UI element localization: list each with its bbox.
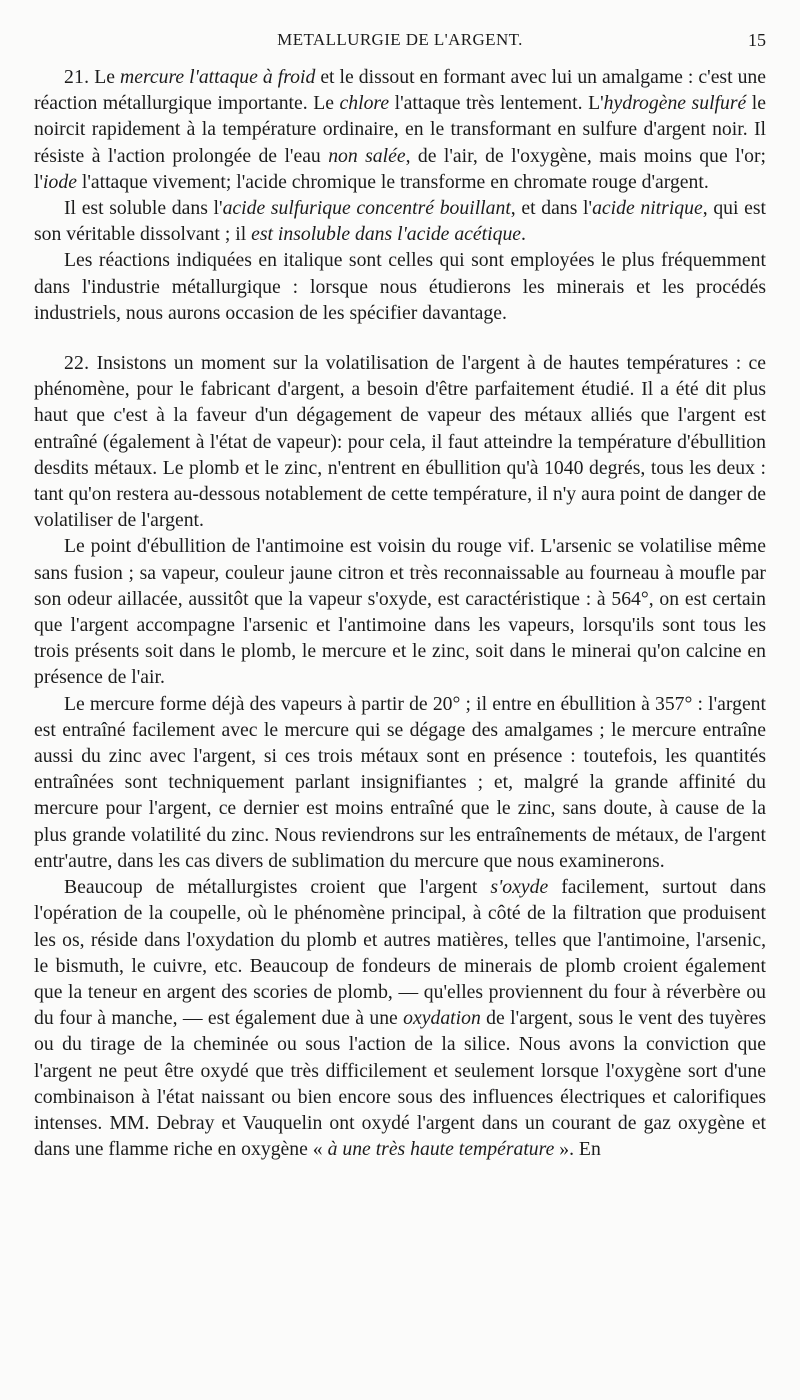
- text-run: ». En: [554, 1138, 601, 1161]
- text-run: l'attaque vivement; l'acide chromique le transforme en chromate rouge d'argent.: [76, 170, 709, 193]
- text-run: facilement, surtout dans l'opération de la coupelle, où le phénomène principal, à côté de la filtration que produisent les os, réside dans l'oxydation du plomb et autres matières, telles que l'antimoine, l'arsenic, le bismuth, le cuivre, etc. Beaucoup de fondeurs de minerais de plomb croient également que la teneur en argent des scories de plomb, — qu'elles proviennent du four à réverbère ou du four à manche, — est également due à une: [34, 876, 766, 1030]
- italic-run: à une très haute température: [327, 1138, 555, 1161]
- italic-run: s'oxyde: [490, 876, 549, 899]
- text-run: , qui est son véritable dissolvant ; il: [34, 197, 767, 246]
- italic-run: non salée: [328, 144, 406, 167]
- text-run: , de l'air, de l'oxygène, mais moins que l'or; l': [34, 144, 767, 193]
- italic-run: oxydation: [403, 1007, 481, 1030]
- italic-run: acide sulfurique concentré bouillant: [222, 197, 511, 220]
- italic-run: est insoluble dans l'acide acétique: [251, 223, 522, 246]
- text-run: de l'argent, sous le vent des tuyères ou du tirage de la cheminée ou sous l'action de la silice. Nous avons la conviction que l'argent ne peut être oxydé que très difficilement et seulement lorsque l'oxygène sort d'une combinaison à l'état naissant ou bien encore sous des influences électriques et calorifiques intenses. MM. Debray et Vauquelin ont oxydé l'argent dans un courant de gaz oxygène et dans une flamme riche en oxygène «: [34, 1007, 766, 1161]
- italic-run: hydrogène sulfuré: [603, 92, 747, 115]
- page-header: [34, 30, 766, 56]
- text-run: Le: [94, 66, 121, 88]
- text-run: Beaucoup de métallurgistes croient que l'argent: [64, 876, 491, 899]
- text-run: , et dans l': [510, 197, 593, 220]
- italic-run: chlore: [339, 92, 390, 115]
- italic-run: acide nitrique: [592, 197, 703, 220]
- text-run: Insistons un moment sur la volatilisation de l'argent à de hautes températures : ce phénomène, pour le fabricant d'argent, a besoin d'être parfaitement étudié. Il a été dit plus haut que c'est à la faveur d'un dégagement de vapeur des métaux alliés que l'argent est entraîné (également à l'état de vapeur): pour cela, il faut atteindre la température d'ébullition desdits métaux. Le plomb et le zinc, n'entrent en ébullition qu'à 1040 degrés, tous les deux : tant qu'on restera au-dessous notablement de cette température, il n'y aura point de danger de volatiliser de l'argent.: [34, 352, 766, 532]
- text-run: le noircit rapidement à la température ordinaire, en le transformant en sulfure d'argent noir. Il résiste à l'action prolongée de l'eau: [34, 92, 766, 167]
- running-title: METALLURGIE DE L'ARGENT.: [277, 30, 523, 49]
- paragraph-21-italic-note: Les réactions indiquées en italique sont celles qui sont employées le plus fréquemment dans l'industrie métallurgique : lorsque nous étudierons les minerais et les procédés industriels, nous aurons occasion de les spécifier davantage.: [34, 249, 766, 324]
- italic-run: mercure l'attaque à froid: [120, 66, 316, 88]
- text-run: l'attaque très lentement. L': [389, 92, 604, 115]
- paragraph-22-antimony: Le point d'ébullition de l'antimoine est voisin du rouge vif. L'arsenic se volatilise même sans fusion ; sa vapeur, couleur jaune citron et très reconnaissable au fourneau à moufle par son odeur aillacée, aussitôt que la vapeur s'oxyde, est caractéristique : à 564°, on est certain que l'argent accompagne l'arsenic et l'antimoine dans les vapeurs, lorsqu'ils sont tous les trois présents soit dans le plomb, le mercure et le zinc, soit dans le minerai qu'on calcine en présence de l'air.: [34, 535, 766, 689]
- body-text: [34, 64, 766, 1162]
- section-number-22: 22.: [64, 352, 90, 375]
- paragraph-21-solubility: [34, 195, 766, 247]
- text-run: .: [521, 223, 526, 246]
- paragraph-22-oxidation: [34, 874, 766, 1162]
- text-run: Il est soluble dans l': [64, 197, 223, 220]
- page-number: 15: [748, 30, 766, 50]
- paragraph-22-mercury: Le mercure forme déjà des vapeurs à partir de 20° ; il entre en ébullition à 357° : l'argent est entraîné facilement avec le mercure qui se dégage des amalgames ; le mercure entraîne aussi du zinc avec l'argent, si ces trois métaux sont en présence : toutefois, les quantités entraînées sont techniquement parlant insignifiantes ; et, malgré la grande affinité du mercure pour l'argent, ce dernier est moins entraîné que le zinc, sans doute, à cause de la plus grande volatilité du zinc. Nous reviendrons sur les entraînements de métaux, de l'argent entr'autre, dans les cas divers de sublimation du mercure que nous examinerons.: [34, 692, 766, 872]
- paragraph-21: [34, 64, 766, 195]
- section-number-21: 21.: [64, 66, 90, 88]
- text-run: et le dissout en formant avec lui un amalgame : c'est une réaction métallurgique importante. Le: [34, 66, 766, 115]
- paragraph-22: [34, 350, 766, 533]
- italic-run: iode: [43, 170, 77, 193]
